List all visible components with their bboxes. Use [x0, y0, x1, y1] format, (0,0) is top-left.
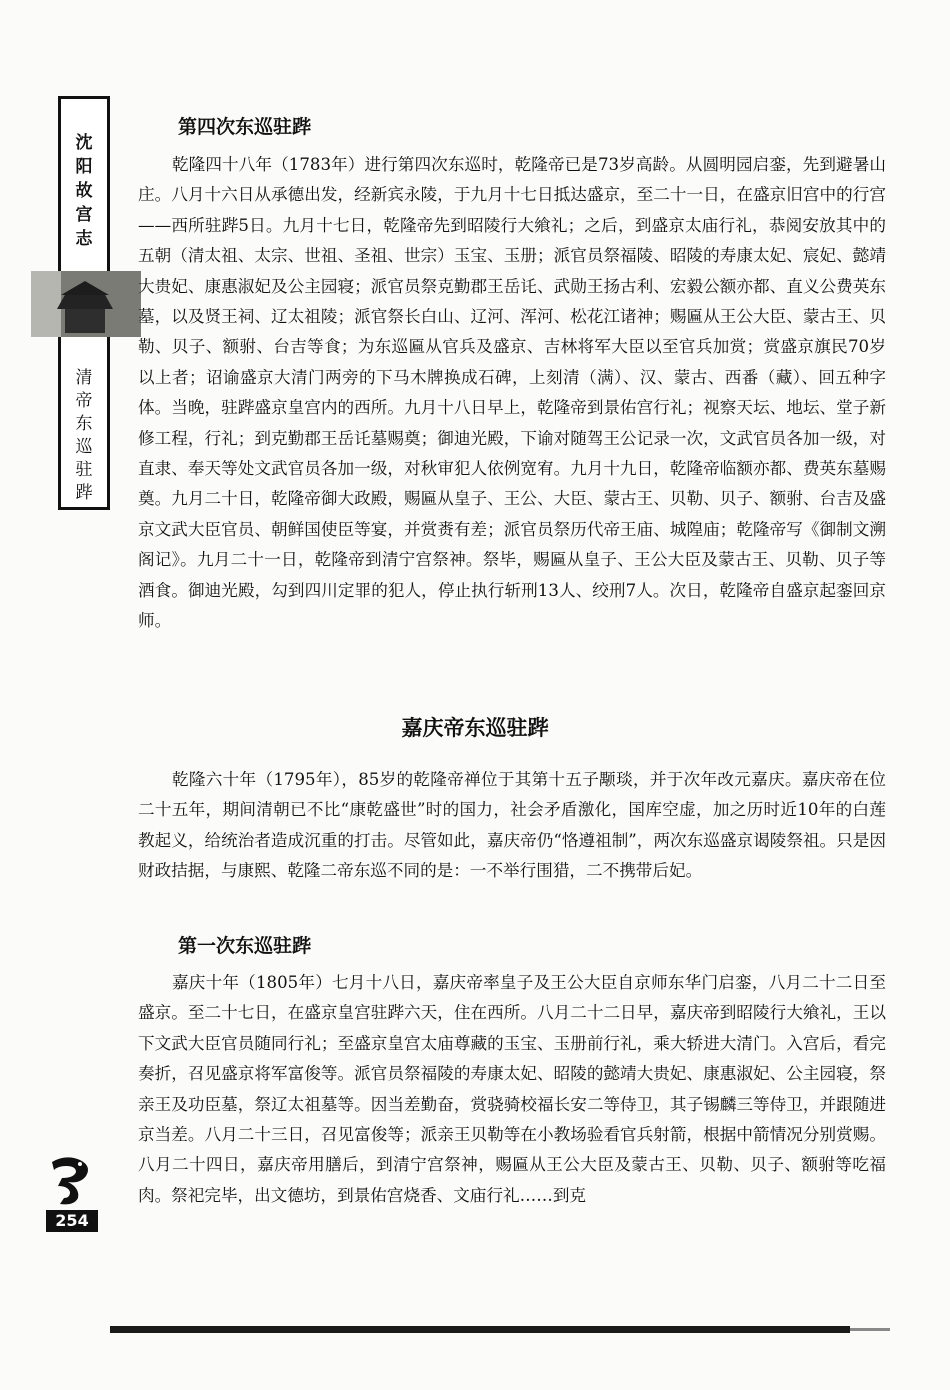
side-char: 阳 [75, 157, 93, 177]
dragon-logo-icon [46, 1152, 98, 1208]
scan-artifact [110, 1326, 850, 1333]
side-char: 驻 [75, 460, 93, 480]
section-heading-fourth-tour: 第四次东巡驻跸 [178, 116, 312, 138]
side-char: 故 [75, 181, 93, 201]
paragraph-first-tour: 嘉庆十年（1805年）七月十八日，嘉庆帝率皇子及王公大臣自京师东华门启銮，八月二十二日至盛京。至二十七日，在盛京皇宫驻跸六天，住在西所。八月二十二日早，嘉庆帝到昭陵行大飨礼，王以下文武大臣官员随同行礼；至盛京皇宫太庙尊藏的玉宝、玉册前行礼，乘大轿进大清门。入宫后，看完奏折，召见盛京将军富俊等。派官员祭福陵的寿康太妃、昭陵的懿靖大贵妃、康惠淑妃、公主园寝，祭亲王及功臣墓，祭辽太祖墓等。因当差勤奋，赏骁骑校福长安二等侍卫，其子锡麟三等侍卫，并跟随进京当差。八月二十三日，召见富俊等；派亲王贝勒等在小教场验看官兵射箭，根据中箭情况分别赏赐。八月二十四日，嘉庆帝用膳后，到清宁宫祭神，赐匾从王公大臣及蒙古王、贝勒、贝子、额驸等吃福肉。祭祀完毕，出文德坊，到景佑宫烧香、文庙行礼……到克 [138, 973, 886, 1205]
palace-photo [31, 271, 141, 337]
side-char: 清 [75, 368, 93, 388]
section-heading-first-tour: 第一次东巡驻跸 [178, 935, 312, 957]
side-char: 沈 [75, 133, 93, 153]
side-book-title [61, 131, 107, 251]
side-tab [58, 96, 110, 510]
section-heading-jiaqing: 嘉庆帝东巡驻跸 [401, 716, 549, 740]
paragraph-fourth-tour: 乾隆四十八年（1783年）进行第四次东巡时，乾隆帝已是73岁高龄。从圆明园启銮，先到避暑山庄。八月十六日从承德出发，经新宾永陵，于九月十七日抵达盛京，至二十一日，在盛京旧宫中的行宫——西所驻跸5日。九月十七日，乾隆帝先到昭陵行大飨礼；之后，到盛京太庙行礼，恭阅安放其中的五朝（清太祖、太宗、世祖、圣祖、世宗）玉宝、玉册；派官员祭福陵、昭陵的寿康太妃、宸妃、懿靖大贵妃、康惠淑妃及公主园寝；派官员祭克勤郡王岳讬、武勋王扬古利、宏毅公额亦都、直义公费英东墓，以及贤王祠、辽太祖陵；派官祭长白山、辽河、浑河、松花江诸神；赐匾从王公大臣、蒙古王、贝勒、贝子、额驸、台吉等食；为东巡匾从官兵及盛京、吉林将军大臣以至官兵加赏；赏盛京旗民70岁以上者；诏谕盛京大清门两旁的下马木牌换成石碑，上刻清（满）、汉、蒙古、西番（藏）、回五种字体。当晚，驻跸盛京皇宫内的西所。九月十八日早上，乾隆帝到景佑宫行礼；视察天坛、地坛、堂子新修工程，行礼；到克勤郡王岳讬墓赐奠；御迪光殿，下谕对随驾王公记录一次，文武官员各加一级，对直隶、奉天等处文武官员各加一级，对秋审犯人依例宽宥。九月十九日，乾隆帝临额亦都、费英东墓赐奠。九月二十日，乾隆帝御大政殿，赐匾从皇子、王公、大臣、蒙古王、贝勒、贝子、额驸、台吉及盛京文武大臣官员、朝鲜国使臣等宴，并赏赉有差；派官员祭历代帝王庙、城隍庙；乾隆帝写《御制文溯阁记》。九月二十一日，乾隆帝到清宁宫祭神。祭毕，赐匾从皇子、王公大臣及蒙古王、贝勒、贝子等酒食。御迪光殿，勾到四川定罪的犯人，停止执行斩刑13人、绞刑7人。次日，乾隆帝自盛京起銮回京师。 [138, 155, 886, 631]
scan-artifact [850, 1328, 890, 1331]
side-char: 宫 [75, 205, 93, 225]
side-char: 东 [75, 414, 93, 434]
paragraph-jiaqing-intro: 乾隆六十年（1795年），85岁的乾隆帝禅位于其第十五子颙琰，并于次年改元嘉庆。嘉庆帝在位二十五年，期间清朝已不比“康乾盛世”时的国力，社会矛盾激化，国库空虚，加之历时近10年的白莲教起义，给统治者造成沉重的打击。尽管如此，嘉庆帝仍“恪遵祖制”，两次东巡盛京谒陵祭祖。只是因财政拮据，与康熙、乾隆二帝东巡不同的是：一不举行围猎，二不携带后妃。 [138, 770, 886, 881]
side-chapter-title [61, 367, 107, 505]
side-char: 志 [75, 229, 93, 249]
side-char: 帝 [75, 391, 93, 411]
side-char: 跸 [75, 483, 93, 503]
page-number: 254 [46, 1210, 98, 1232]
side-char: 巡 [75, 437, 93, 457]
